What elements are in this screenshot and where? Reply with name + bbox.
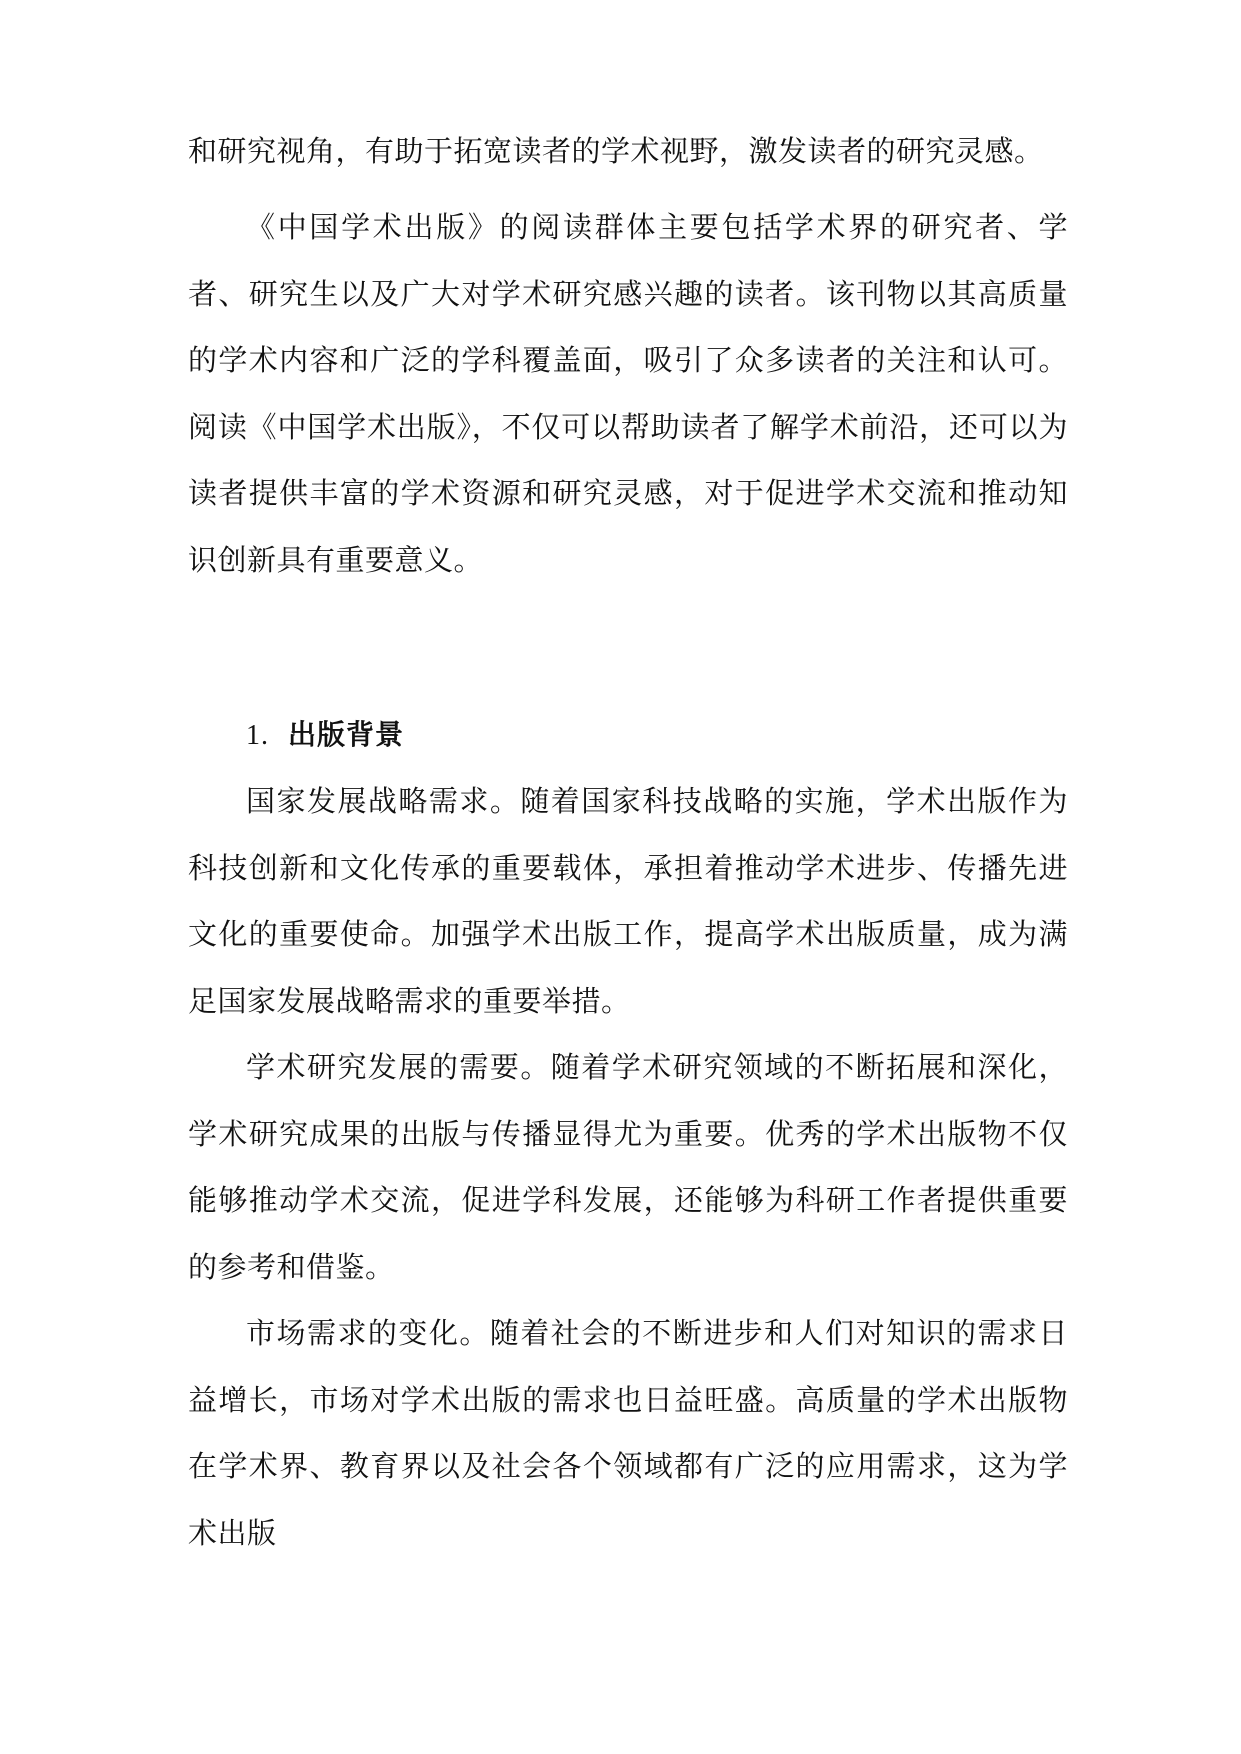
paragraph-market-demand: 市场需求的变化。随着社会的不断进步和人们对知识的需求日益增长，市场对学术出版的需求也日益旺盛。高质量的学术出版物在学术界、教育界以及社会各个领域都有广泛的应用需求，这为学术出版 [188, 1316, 1068, 1550]
paragraph-research-development: 学术研究发展的需要。随着学术研究领域的不断拓展和深化，学术研究成果的出版与传播显得尤为重要。优秀的学术出版物不仅能够推动学术交流，促进学科发展，还能够为科研工作者提供重要的参考和借鉴。 [188, 1050, 1068, 1284]
paragraph-continuation: 和研究视角，有助于拓宽读者的学术视野，激发读者的研究灵感。 [188, 134, 1044, 168]
paragraph-national-strategy: 国家发展战略需求。随着国家科技战略的实施，学术出版作为科技创新和文化传承的重要载体，承担着推动学术进步、传播先进文化的重要使命。加强学术出版工作，提高学术出版质量，成为满足国家发展战略需求的重要举措。 [188, 784, 1068, 1018]
section-title: 出版背景 [288, 718, 405, 751]
section-number: 1. [246, 720, 269, 751]
paragraph-readership: 《中国学术出版》的阅读群体主要包括学术界的研究者、学者、研究生以及广大对学术研究感兴趣的读者。该刊物以其高质量的学术内容和广泛的学科覆盖面，吸引了众多读者的关注和认可。阅读《中国学术出版》，不仅可以帮助读者了解学术前沿，还可以为读者提供丰富的学术资源和研究灵感，对于促进学术交流和推动知识创新具有重要意义。 [188, 210, 1068, 577]
section-heading [246, 702, 404, 769]
